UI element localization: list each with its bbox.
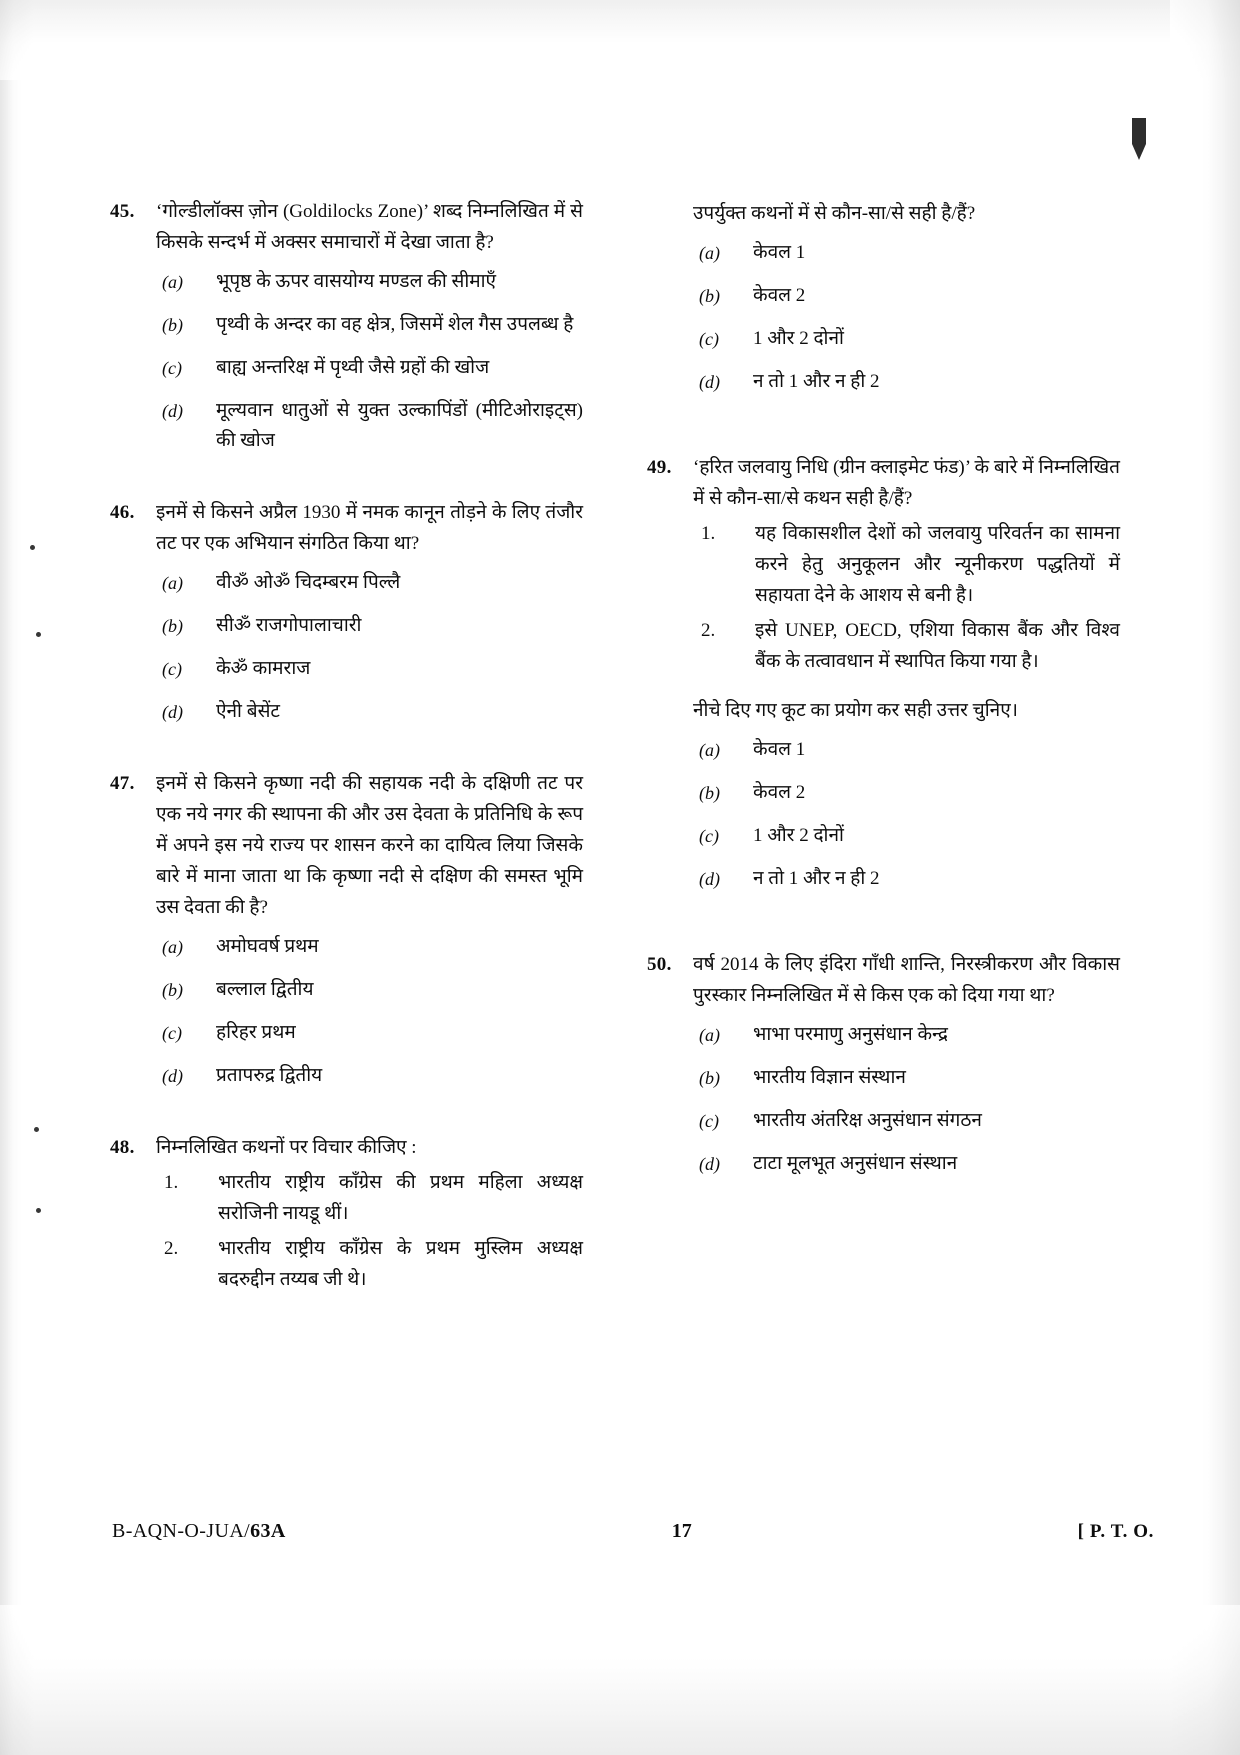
option-text: अमोघवर्ष प्रथम — [216, 936, 319, 957]
options-list — [693, 735, 1120, 894]
option-c[interactable] — [156, 654, 583, 684]
margin-dot — [36, 1208, 41, 1213]
statement-1 — [693, 518, 1120, 611]
option-text: भूपृष्ठ के ऊपर वासयोग्य मण्डल की सीमाएँ — [216, 271, 497, 292]
option-a[interactable] — [693, 1020, 1120, 1050]
option-b[interactable] — [693, 778, 1120, 808]
question-49 — [647, 452, 1120, 907]
option-b[interactable] — [156, 310, 583, 340]
statement-text: यह विकासशील देशों को जलवायु परिवर्तन का सामना करने हेतु अनुकूलन और न्यूनीकरण पद्धतियों में सहायता देने के आशय से बनी है। — [755, 523, 1120, 606]
option-text: हरिहर प्रथम — [216, 1022, 296, 1043]
option-label: (d) — [699, 372, 720, 392]
option-c[interactable] — [693, 821, 1120, 851]
statement-1 — [156, 1167, 583, 1229]
option-a[interactable] — [693, 735, 1120, 765]
statements-prompt: उपर्युक्त कथनों में से कौन-सा/से सही है/हैं? — [693, 203, 976, 224]
option-label: (b) — [699, 1068, 720, 1088]
continuation-gutter — [647, 196, 693, 410]
option-a[interactable] — [156, 568, 583, 598]
question-stem: इनमें से किसने कृष्णा नदी की सहायक नदी के दक्षिणी तट पर एक नये नगर की स्थापना की और उस देवता के प्रतिनिधि के रूप में अपने इस नये राज्य पर शासन करने का दायित्व लिया जिसके बारे में माना जाता था कि कृष्णा नदी से दक्षिण की समस्त भूमि उस देवता की है? — [156, 773, 583, 918]
question-48-continued — [647, 196, 1120, 410]
option-text: बल्लाल द्वितीय — [216, 979, 314, 1000]
option-label: (c) — [699, 329, 719, 349]
statement-2 — [156, 1233, 583, 1295]
option-a[interactable] — [156, 267, 583, 297]
option-text: 1 और 2 दोनों — [753, 328, 844, 349]
option-text: 1 और 2 दोनों — [753, 825, 844, 846]
option-label: (d) — [699, 869, 720, 889]
scan-edge-shadow-right — [1170, 0, 1240, 1755]
option-label: (c) — [699, 1111, 719, 1131]
question-50 — [647, 949, 1120, 1192]
option-text: वीॐ ओॐ चिदम्बरम पिल्लै — [216, 572, 401, 593]
question-48 — [110, 1132, 583, 1299]
statement-number: 2. — [701, 620, 716, 641]
option-text: न तो 1 और न ही 2 — [753, 371, 880, 392]
question-46 — [110, 497, 583, 740]
option-label: (a) — [699, 740, 720, 760]
option-text: सीॐ राजगोपालाचारी — [216, 615, 362, 636]
option-label: (d) — [699, 1154, 720, 1174]
option-label: (a) — [162, 573, 183, 593]
option-text: केवल 1 — [753, 242, 806, 263]
options-list — [693, 238, 1120, 397]
question-content-area — [110, 196, 1120, 1305]
option-label: (c) — [162, 659, 182, 679]
question-number: 48. — [110, 1137, 135, 1158]
option-label: (b) — [699, 783, 720, 803]
option-a[interactable] — [156, 932, 583, 962]
paper-code — [112, 1520, 286, 1543]
question-47 — [110, 768, 583, 1104]
statement-number: 1. — [164, 1172, 179, 1193]
option-b[interactable] — [156, 611, 583, 641]
option-label: (d) — [162, 1066, 183, 1086]
option-a[interactable] — [693, 238, 1120, 268]
margin-dot — [34, 1127, 39, 1132]
question-45 — [110, 196, 583, 469]
option-d[interactable] — [693, 1149, 1120, 1179]
margin-dot — [36, 632, 41, 637]
option-d[interactable] — [156, 396, 583, 456]
statements-list — [156, 1167, 583, 1295]
scan-edge-shadow-bottom — [0, 1605, 1240, 1755]
option-text: केॐ कामराज — [216, 658, 311, 679]
option-text: ऐनी बेसेंट — [216, 701, 280, 722]
paper-code-suffix: 63A — [250, 1520, 286, 1542]
question-stem: ‘गोल्डीलॉक्स ज़ोन (Goldilocks Zone)’ शब्द निम्नलिखित में से किसके सन्दर्भ में अक्सर समाचारों में देखा जाता है? — [156, 201, 583, 253]
scan-edge-shadow-left — [0, 0, 34, 1755]
options-list — [156, 568, 583, 727]
code-prompt: नीचे दिए गए कूट का प्रयोग कर सही उत्तर चुनिए। — [693, 700, 1018, 721]
option-text: केवल 2 — [753, 285, 806, 306]
question-number: 47. — [110, 773, 135, 794]
page-footer — [112, 1520, 1154, 1543]
question-number: 46. — [110, 502, 135, 523]
option-b[interactable] — [693, 281, 1120, 311]
scan-edge-shadow-top — [0, 0, 1240, 80]
option-text: केवल 1 — [753, 739, 806, 760]
option-d[interactable] — [693, 367, 1120, 397]
option-text: पृथ्वी के अन्दर का वह क्षेत्र, जिसमें शेल गैस उपलब्ध है — [216, 314, 574, 335]
option-c[interactable] — [693, 324, 1120, 354]
option-text: टाटा मूलभूत अनुसंधान संस्थान — [753, 1153, 958, 1174]
statement-2 — [693, 615, 1120, 677]
option-d[interactable] — [693, 864, 1120, 894]
option-label: (a) — [162, 272, 183, 292]
option-text: बाह्य अन्तरिक्ष में पृथ्वी जैसे ग्रहों की खोज — [216, 357, 490, 378]
option-text: भारतीय अंतरिक्ष अनुसंधान संगठन — [753, 1110, 982, 1131]
statement-number: 2. — [164, 1238, 179, 1259]
option-text: केवल 2 — [753, 782, 806, 803]
options-list — [156, 267, 583, 456]
margin-dot — [30, 545, 35, 550]
options-list — [693, 1020, 1120, 1179]
option-c[interactable] — [156, 1018, 583, 1048]
statement-number: 1. — [701, 523, 716, 544]
option-text: भाभा परमाणु अनुसंधान केन्द्र — [753, 1024, 948, 1045]
right-column — [647, 196, 1120, 1305]
option-label: (a) — [699, 243, 720, 263]
question-stem: निम्नलिखित कथनों पर विचार कीजिए : — [156, 1137, 417, 1158]
option-d[interactable] — [156, 1061, 583, 1091]
question-stem: ‘हरित जलवायु निधि (ग्रीन क्लाइमेट फंड)’ के बारे में निम्नलिखित में से कौन-सा/से कथन सही है/हैं? — [693, 457, 1120, 509]
page-number: 17 — [671, 1520, 692, 1542]
options-list — [156, 932, 583, 1091]
statements-list — [693, 518, 1120, 677]
option-label: (b) — [162, 315, 183, 335]
left-column — [110, 196, 583, 1305]
option-b[interactable] — [156, 975, 583, 1005]
question-number: 50. — [647, 954, 672, 975]
question-number: 49. — [647, 457, 672, 478]
option-text: न तो 1 और न ही 2 — [753, 868, 880, 889]
question-stem: वर्ष 2014 के लिए इंदिरा गाँधी शान्ति, निरस्त्रीकरण और विकास पुरस्कार निम्नलिखित में से किस एक को दिया गया था? — [693, 954, 1120, 1006]
option-text: भारतीय विज्ञान संस्थान — [753, 1067, 906, 1088]
option-label: (a) — [162, 937, 183, 957]
option-label: (d) — [162, 401, 183, 421]
option-label: (c) — [162, 358, 182, 378]
turn-over-label: [ P. T. O. — [1077, 1521, 1155, 1542]
option-text: मूल्यवान धातुओं से युक्त उल्कापिंडों (मीटिओराइट्स) की खोज — [216, 400, 583, 451]
question-stem: इनमें से किसने अप्रैल 1930 में नमक कानून तोड़ने के लिए तंजौर तट पर एक अभियान संगठित किया था? — [156, 502, 583, 554]
binding-notch-mark — [1132, 118, 1146, 160]
paper-code-prefix: B-AQN-O-JUA/ — [112, 1520, 251, 1542]
option-label: (b) — [699, 286, 720, 306]
option-label: (b) — [162, 616, 183, 636]
option-c[interactable] — [156, 353, 583, 383]
option-c[interactable] — [693, 1106, 1120, 1136]
option-label: (b) — [162, 980, 183, 1000]
option-label: (c) — [162, 1023, 182, 1043]
statement-text: भारतीय राष्ट्रीय काँग्रेस के प्रथम मुस्लिम अध्यक्ष बदरुद्दीन तय्यब जी थे। — [218, 1238, 583, 1290]
option-d[interactable] — [156, 697, 583, 727]
statement-text: भारतीय राष्ट्रीय काँग्रेस की प्रथम महिला अध्यक्ष सरोजिनी नायडू थीं। — [218, 1172, 583, 1224]
option-b[interactable] — [693, 1063, 1120, 1093]
option-text: प्रतापरुद्र द्वितीय — [216, 1065, 323, 1086]
statement-text: इसे UNEP, OECD, एशिया विकास बैंक और विश्व बैंक के तत्वावधान में स्थापित किया गया है। — [755, 620, 1120, 672]
question-number: 45. — [110, 201, 135, 222]
option-label: (d) — [162, 702, 183, 722]
option-label: (c) — [699, 826, 719, 846]
option-label: (a) — [699, 1025, 720, 1045]
